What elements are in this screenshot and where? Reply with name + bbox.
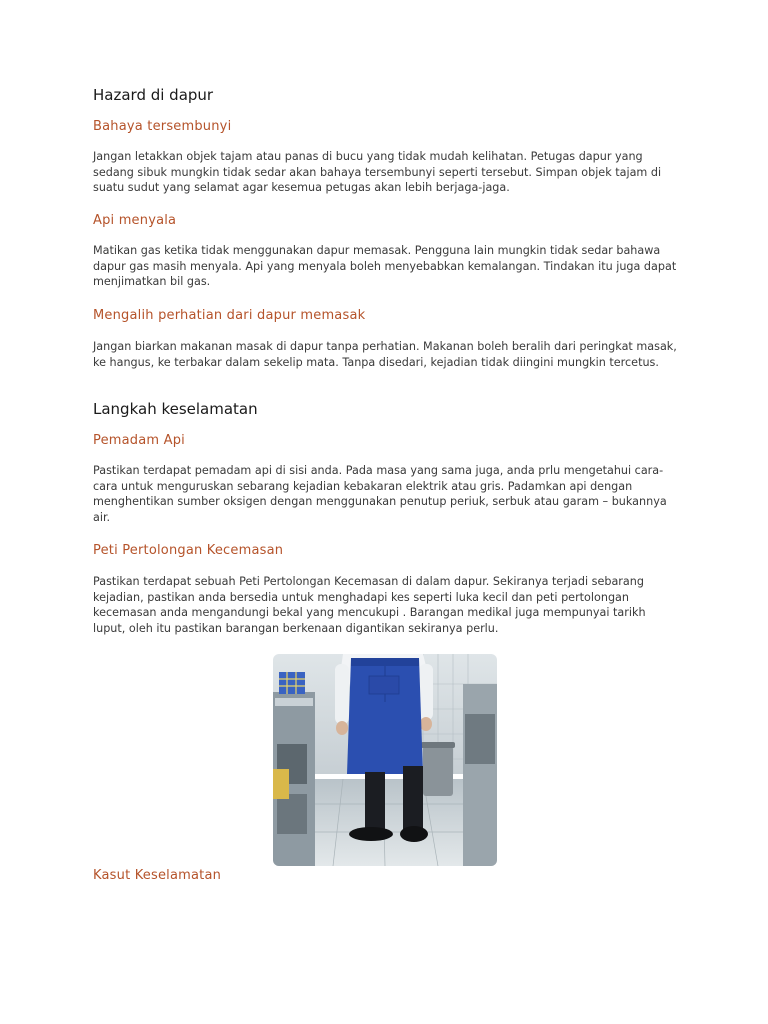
subheading-distraction: Mengalih perhatian dari dapur memasak	[93, 308, 366, 323]
subheading-hidden-danger: Bahaya tersembunyi	[93, 119, 232, 134]
subheading-lit-flame: Api menyala	[93, 213, 177, 228]
kitchen-chef-illustration	[273, 654, 497, 866]
paragraph-distraction: Jangan biarkan makanan masak di dapur tanpa perhatian. Makanan boleh beralih dari peringkat masak, ke hangus, ke terbakar dalam sekelip mata. Tanpa disedari, kejadian tidak diingini mungkin tercetus.	[93, 340, 677, 369]
section-heading-safety-steps: Langkah keselamatan	[93, 400, 258, 418]
section-heading-hazards: Hazard di dapur	[93, 86, 214, 104]
paragraph-lit-flame: Matikan gas ketika tidak menggunakan dapur memasak. Pengguna lain mungkin tidak sedar bahawa dapur gas masih menyala. Api yang menyala boleh menyebabkan kemalangan. Tindakan itu juga dapat menjimatkan bil gas.	[93, 244, 677, 289]
subheading-fire-extinguisher: Pemadam Api	[93, 433, 185, 448]
kitchen-chef-photo	[273, 654, 497, 866]
subheading-first-aid-kit: Peti Pertolongan Kecemasan	[93, 543, 284, 558]
paragraph-hidden-danger: Jangan letakkan objek tajam atau panas di bucu yang tidak mudah kelihatan. Petugas dapur yang sedang sibuk mungkin tidak sedar akan bahaya tersembunyi seperti tersebut. Simpan objek tajam di suatu sudut yang selamat agar kesemua petugas akan lebih berjaga-jaga.	[93, 150, 662, 195]
paragraph-first-aid-kit: Pastikan terdapat sebuah Peti Pertolongan Kecemasan di dalam dapur. Sekiranya terjadi sebarang kejadian, pastikan anda bersedia untuk menghadapi kes seperti luka kecil dan peti pertolongan kecemasan anda mengandungi bekal yang mencukupi . Barangan medikal juga mempunyai tarikh luput, oleh itu pastikan barangan berkenaan digantikan sekiranya perlu.	[93, 575, 646, 635]
paragraph-fire-extinguisher: Pastikan terdapat pemadam api di sisi anda. Pada masa yang sama juga, anda prlu mengetahui cara-cara untuk menguruskan sebarang kejadian kebakaran elektrik atau gris. Padamkan api dengan menghentikan sumber oksigen dengan menggunakan penutup periuk, serbuk atau garam – bukannya air.	[93, 464, 667, 524]
subheading-safety-shoes: Kasut Keselamatan	[93, 868, 222, 883]
